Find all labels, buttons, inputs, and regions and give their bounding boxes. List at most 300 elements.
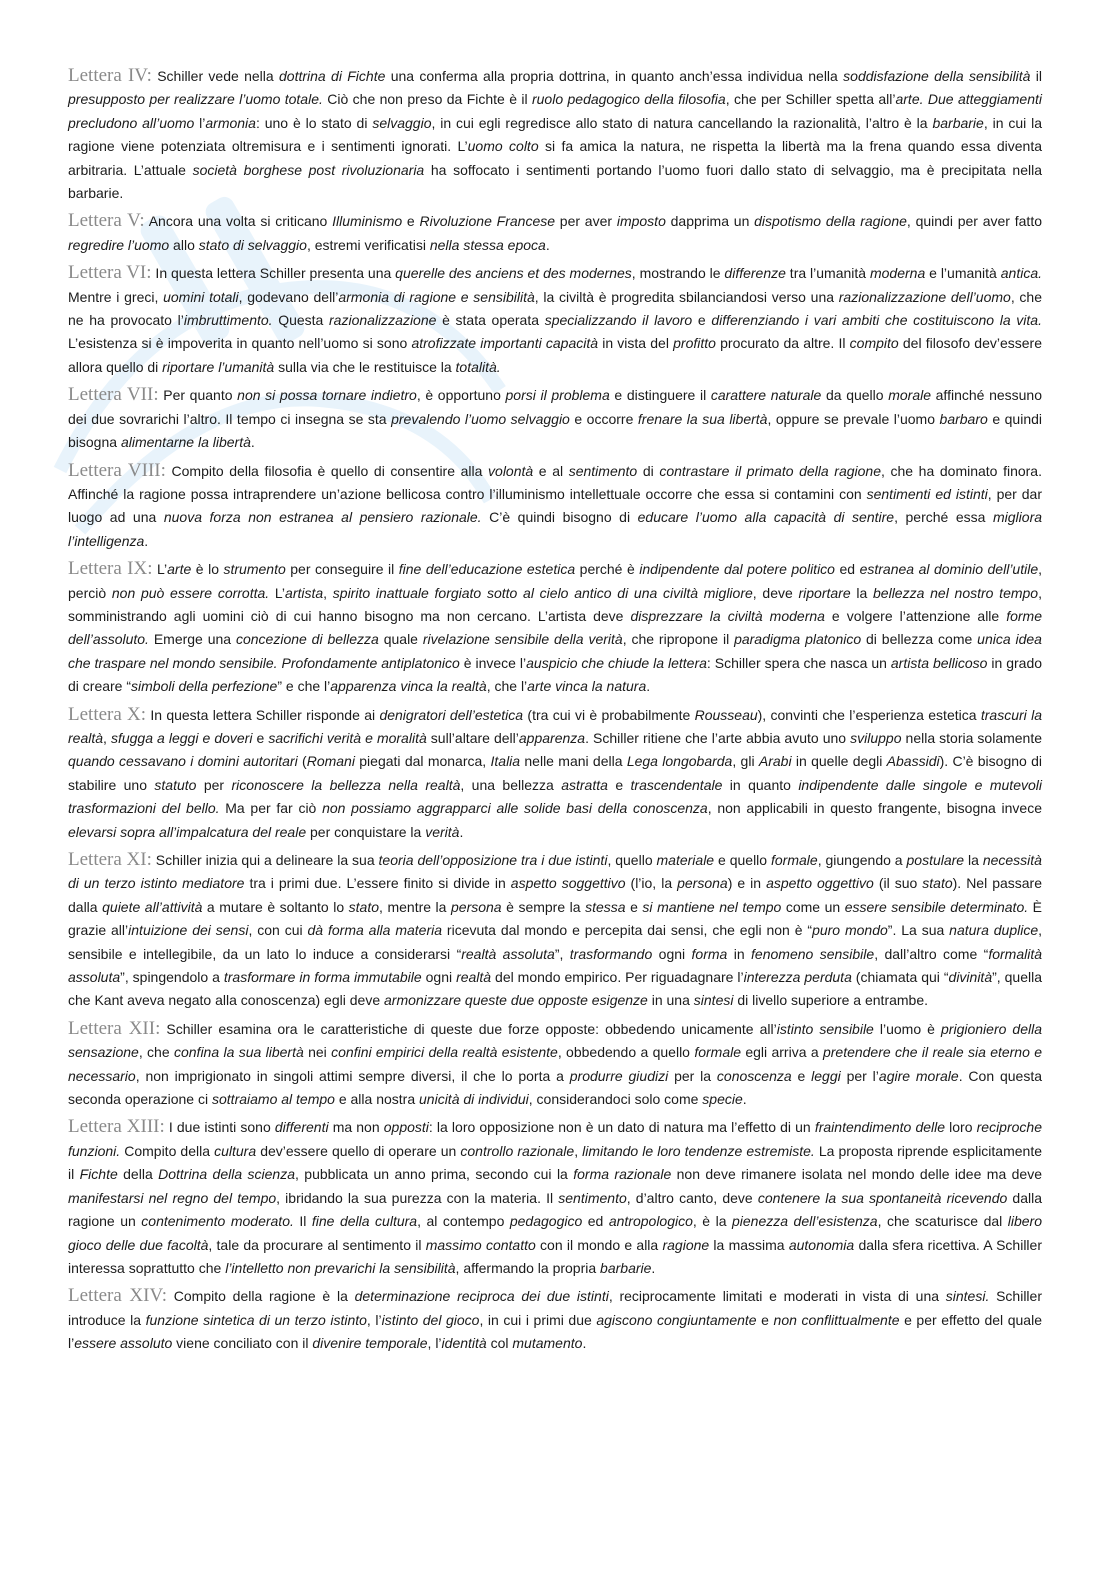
- body-text: ,: [323, 584, 333, 601]
- body-text: a mutare è soltanto lo: [202, 898, 349, 915]
- body-text: in vista del: [598, 335, 674, 352]
- emphasis-text: essere sensibile determinato.: [844, 898, 1029, 915]
- emphasis-text: puro mondo: [812, 922, 888, 939]
- body-text: quale: [378, 631, 423, 648]
- body-text: . Con questa seconda operazione ci: [68, 1067, 1042, 1108]
- emphasis-text: elevarsi sopra all’impalcatura del reale: [68, 823, 307, 840]
- body-text: si fa amica la natura, ne rispetta la libertà ma la frena quando essa diventa arbitraria. L’attuale: [68, 138, 1043, 178]
- letter-heading: Lettera XII:: [68, 1017, 161, 1039]
- body-text: ,: [103, 729, 111, 746]
- body-text: per conseguire il: [285, 561, 399, 578]
- emphasis-text: contrastare il primato della ragione: [659, 462, 881, 479]
- body-text: , in cui egli regredisce allo stato di natura cancellando la razionalità, l’altro è la: [431, 114, 933, 131]
- emphasis-text: rivelazione sensibile della verità: [422, 631, 623, 648]
- emphasis-text: quando cessavano i domini autoritari: [68, 753, 298, 770]
- body-text: l’uomo è: [873, 1020, 942, 1037]
- emphasis-text: realtà: [456, 969, 492, 986]
- emphasis-text: unicità di individui: [419, 1091, 529, 1108]
- body-text: Questa: [272, 312, 330, 329]
- emphasis-text: postulare: [906, 852, 965, 868]
- body-text: (: [297, 753, 307, 770]
- emphasis-text: strumento: [223, 561, 286, 578]
- body-text: egli arriva a: [741, 1044, 823, 1061]
- body-text: L’esistenza si è impoverita in quanto nell’uomo si sono: [68, 335, 412, 352]
- emphasis-text: apparenza vinca la realtà: [330, 678, 487, 695]
- emphasis-text: non si possa tornare indietro: [237, 387, 417, 404]
- emphasis-text: Abassidi: [886, 753, 940, 770]
- emphasis-text: regredire l’uomo: [68, 236, 170, 253]
- emphasis-text: riconoscere la bellezza nella realtà: [231, 776, 461, 793]
- body-text: .: [651, 1259, 656, 1276]
- emphasis-text: spirito inattuale forgiato sotto al cielo antico di una civiltà migliore: [332, 584, 753, 601]
- emphasis-text: sottraiamo al tempo: [212, 1091, 335, 1108]
- body-text: per la: [668, 1067, 717, 1084]
- body-text: ”, spingendolo a: [120, 969, 224, 986]
- emphasis-text: porsi il problema: [505, 387, 610, 404]
- emphasis-text: totalità.: [455, 358, 501, 375]
- emphasis-text: specie: [702, 1091, 743, 1108]
- body-text: , in cui la ragione viene potenziata oltremisura e i sentimenti ignorati. L’: [68, 114, 1042, 155]
- emphasis-text: fine della cultura: [311, 1213, 418, 1230]
- body-text: in: [727, 945, 752, 962]
- body-text: nella storia solamente: [901, 729, 1043, 746]
- letter-heading: Lettera XIV:: [68, 1285, 168, 1307]
- body-text: del filosofo dev’essere allora quello di: [68, 335, 1042, 375]
- emphasis-text: realtà assoluta: [461, 945, 555, 962]
- letter-paragraph: [68, 64, 1042, 205]
- emphasis-text: istinto del gioco: [381, 1311, 480, 1328]
- emphasis-text: Dottrina della scienza: [158, 1166, 295, 1183]
- letter-heading: Lettera V:: [68, 210, 145, 232]
- body-text: Schiller esamina ora le caratteristiche di queste due forze opposte: obbedendo unicamente all’: [160, 1020, 777, 1037]
- emphasis-text: persona: [677, 875, 728, 892]
- body-text: Mentre i greci,: [68, 288, 164, 305]
- emphasis-text: Rousseau: [694, 706, 758, 723]
- body-text: , d’altro canto, deve: [626, 1189, 758, 1206]
- emphasis-text: divenire temporale: [312, 1335, 428, 1352]
- emphasis-text: differenti: [274, 1119, 329, 1136]
- letter-heading: Lettera XIII:: [68, 1116, 165, 1138]
- body-text: , mostrando le: [631, 265, 725, 282]
- body-text: come un: [781, 898, 845, 915]
- body-text: : la loro opposizione non è un dato di natura ma l’effetto di un: [428, 1119, 815, 1136]
- emphasis-text: si mantiene nel tempo: [642, 898, 782, 915]
- body-text: ). Nel passare dalla: [68, 875, 1043, 915]
- body-text: In questa lettera Schiller presenta una: [151, 265, 396, 282]
- body-text: , reciprocamente limitati e moderati in vista di una: [608, 1288, 946, 1305]
- body-text: tra l’umanità: [785, 265, 870, 282]
- body-text: , al contempo: [417, 1213, 510, 1230]
- emphasis-text: trascuri la realtà: [68, 706, 1042, 746]
- body-text: , considerandoci solo come: [528, 1091, 703, 1108]
- emphasis-text: stato: [348, 898, 380, 915]
- body-text: è lo: [191, 561, 224, 578]
- emphasis-text: arte: [167, 561, 192, 578]
- emphasis-text: istinto sensibile: [776, 1020, 874, 1037]
- emphasis-text: profitto: [673, 335, 716, 352]
- emphasis-text: pedagogico: [509, 1213, 583, 1230]
- emphasis-text: nuova forza non estranea al pensiero razionale.: [163, 509, 482, 526]
- emphasis-text: nella stessa epoca: [429, 236, 546, 253]
- body-text: , che ne ha provocato l’: [68, 288, 1043, 329]
- emphasis-text: cultura: [214, 1142, 257, 1159]
- body-text: in quanto: [722, 776, 799, 793]
- emphasis-text: artista: [285, 584, 324, 601]
- emphasis-text: presupposto per realizzare l’uomo totale.: [68, 91, 323, 108]
- body-text: nei: [303, 1044, 332, 1061]
- letter-paragraph: [68, 557, 1042, 698]
- body-text: nelle mani della: [520, 753, 627, 770]
- body-text: e: [692, 312, 712, 329]
- emphasis-text: Arabi: [758, 753, 792, 770]
- emphasis-text: ruolo pedagogico della filosofia: [531, 91, 726, 108]
- emphasis-text: Lega longobarda: [626, 753, 733, 770]
- body-text: per aver: [555, 213, 617, 230]
- body-text: e quindi bisogna: [68, 410, 1043, 451]
- body-text: ), convinti che l’esperienza estetica: [757, 706, 981, 723]
- body-text: , l’: [427, 1335, 442, 1352]
- emphasis-text: apparenza: [518, 729, 586, 746]
- body-text: , con cui: [248, 922, 308, 939]
- emphasis-text: unica idea che traspare nel mondo sensibile.: [68, 631, 1042, 671]
- body-text: (il suo: [873, 875, 923, 892]
- letter-paragraph: [68, 848, 1042, 1013]
- body-text: ). C’è bisogno di stabilire uno: [68, 753, 1043, 793]
- body-text: Schiller vede nella: [151, 68, 280, 84]
- emphasis-text: Due atteggiamenti precludono all’uomo: [68, 91, 1043, 131]
- body-text: , tale da procurare al sentimento il: [208, 1236, 426, 1253]
- emphasis-text: stessa: [585, 898, 626, 915]
- body-text: Per quanto: [158, 387, 238, 404]
- emphasis-text: barbarie: [932, 114, 984, 131]
- letter-paragraph: [68, 261, 1042, 379]
- emphasis-text: pretendere che il reale sia eterno e necessario: [68, 1044, 1043, 1084]
- emphasis-text: educare l’uomo alla capacità di sentire: [637, 509, 895, 526]
- body-text: , in cui i primi due: [479, 1311, 597, 1328]
- body-text: (tra cui vi è probabilmente: [523, 706, 695, 723]
- body-text: dalla ragione un: [68, 1189, 1043, 1230]
- body-text: : Schiller spera che nasca un: [706, 654, 891, 671]
- emphasis-text: atrofizzate importanti capacità: [411, 335, 599, 352]
- emphasis-text: sintesi: [693, 992, 734, 1009]
- body-text: La proposta riprende esplicitamente il: [68, 1142, 1043, 1183]
- body-text: ha soffocato i sentimenti portando l’uomo fuori dallo stato di selvaggio, ma è precipitata nella barbarie.: [68, 161, 1042, 202]
- body-text: .: [459, 823, 464, 840]
- emphasis-text: indipendente dalle singole e mutevoli trasformazioni del bello.: [68, 776, 1042, 817]
- emphasis-text: riportare l’umanità: [162, 358, 275, 375]
- emphasis-text: auspicio che chiude la lettera: [526, 654, 707, 671]
- emphasis-text: verità: [425, 823, 460, 840]
- body-text: L’: [269, 584, 286, 601]
- emphasis-text: antropologico: [608, 1213, 693, 1230]
- body-text: ed: [834, 561, 860, 578]
- body-text: (chiamata qui “: [851, 969, 949, 986]
- letter-heading: Lettera IX:: [68, 558, 153, 580]
- emphasis-text: quiete all’attività: [102, 898, 203, 915]
- body-text: ) e in: [727, 875, 767, 892]
- emphasis-text: contenere la sua spontaneità ricevendo: [757, 1189, 1008, 1206]
- emphasis-text: aspetto oggettivo: [766, 875, 874, 892]
- emphasis-text: estranea al dominio dell’utile: [859, 561, 1039, 578]
- body-text: , che: [138, 1044, 174, 1061]
- emphasis-text: natura duplice: [949, 922, 1039, 939]
- body-text: , non applicabili in questo frangente, bisogna invece: [707, 800, 1043, 817]
- body-text: ogni: [421, 969, 457, 986]
- emphasis-text: divinità: [948, 969, 993, 986]
- emphasis-text: specializzando il lavoro: [544, 312, 693, 329]
- emphasis-text: formale: [771, 852, 818, 868]
- body-text: e: [252, 729, 269, 746]
- emphasis-text: trascendentale: [630, 776, 723, 793]
- emphasis-text: produrre giudizi: [569, 1067, 669, 1084]
- body-text: Schiller introduce la: [68, 1288, 1042, 1328]
- emphasis-text: differenziando i vari ambiti che costituiscono la vita.: [711, 312, 1042, 329]
- body-text: da quello: [821, 387, 889, 404]
- body-text: , dall’altro come “: [874, 945, 989, 962]
- body-text: e: [607, 776, 631, 793]
- emphasis-text: forma: [691, 945, 728, 962]
- body-text: in una: [647, 992, 694, 1009]
- emphasis-text: l’intelletto non prevarichi la sensibilità: [225, 1259, 456, 1276]
- body-text: è stata operata: [436, 312, 545, 329]
- body-text: , perciò: [68, 561, 1043, 601]
- body-text: di: [637, 462, 660, 479]
- emphasis-text: determinazione reciproca dei due istinti: [354, 1288, 609, 1305]
- body-text: col: [486, 1335, 513, 1352]
- emphasis-text: querelle des anciens et des modernes: [395, 265, 632, 282]
- emphasis-text: materiale: [656, 852, 715, 868]
- body-text: e per effetto del quale l’: [68, 1311, 1042, 1352]
- emphasis-text: forma razionale: [573, 1166, 672, 1183]
- body-text: il: [1030, 68, 1043, 84]
- emphasis-text: libero gioco delle due facoltà: [68, 1213, 1042, 1253]
- emphasis-text: dottrina di Fichte: [279, 68, 386, 84]
- emphasis-text: ragione: [662, 1236, 710, 1253]
- body-text: Emerge una: [148, 631, 236, 648]
- emphasis-text: non conflittualmente: [773, 1311, 900, 1328]
- body-text: per: [196, 776, 232, 793]
- emphasis-text: Italia: [490, 753, 521, 770]
- emphasis-text: fenomeno sensibile: [751, 945, 875, 962]
- emphasis-text: non può essere corrotta.: [111, 584, 270, 601]
- emphasis-text: controllo razionale: [460, 1142, 575, 1159]
- body-text: viene conciliato con il: [172, 1335, 313, 1352]
- body-text: Schiller inizia qui a delineare la sua: [151, 852, 379, 868]
- emphasis-text: razionalizzazione: [329, 312, 437, 329]
- emphasis-text: arte vinca la natura: [527, 678, 647, 695]
- body-text: la: [964, 852, 983, 868]
- body-text: perché è: [575, 561, 640, 578]
- emphasis-text: opposti: [383, 1119, 429, 1136]
- body-text: Ma per far ciò: [219, 800, 323, 817]
- emphasis-text: armonia: [205, 114, 256, 131]
- emphasis-text: intuizione dei sensi: [128, 922, 249, 939]
- body-text: , una bellezza: [460, 776, 562, 793]
- emphasis-text: prevalendo l’uomo selvaggio: [391, 410, 570, 427]
- body-text: piegati dal monarca,: [354, 753, 491, 770]
- body-text: , quindi per aver fatto: [906, 213, 1042, 230]
- body-text: , mentre la: [379, 898, 451, 915]
- emphasis-text: leggi: [811, 1067, 841, 1084]
- emphasis-text: paradigma platonico: [734, 631, 862, 648]
- body-text: , che ha dominato finora. Affinché la ragione possa intraprendere un’azione bellicosa contro l’illuminismo intellettuale occorre che essa si contamini con: [68, 462, 1042, 502]
- body-text: del mondo empirico. Per riguadagnare l’: [491, 969, 744, 986]
- emphasis-text: alimentarne la libertà: [120, 434, 251, 451]
- body-text: , che scaturisce dal: [877, 1213, 1008, 1230]
- emphasis-text: mutamento: [512, 1335, 583, 1352]
- emphasis-text: dà forma alla materia: [307, 922, 443, 939]
- body-text: e volgere l’attenzione alle: [824, 607, 1007, 624]
- emphasis-text: denigratori dell’estetica: [379, 706, 524, 723]
- letter-paragraph: [68, 209, 1042, 257]
- emphasis-text: compito: [849, 335, 899, 352]
- emphasis-text: formalità assoluta: [68, 945, 1043, 986]
- emphasis-text: selvaggio: [372, 114, 432, 131]
- body-text: ” e che l’: [277, 678, 331, 695]
- letter-heading: Lettera XI:: [68, 849, 152, 870]
- body-text: di bellezza come: [861, 631, 978, 648]
- body-text: , sensibile e intellegibile, da un lato lo induce a considerarsi “: [68, 922, 1043, 962]
- emphasis-text: artista bellicoso: [890, 654, 988, 671]
- emphasis-text: astratta: [561, 776, 608, 793]
- emphasis-text: concezione di bellezza: [235, 631, 379, 648]
- body-text: e: [625, 898, 643, 915]
- letter-paragraph: [68, 1115, 1042, 1280]
- body-text: procurato da altre. Il: [715, 335, 850, 352]
- emphasis-text: trasformare in forma immutabile: [223, 969, 422, 986]
- body-text: in grado di creare “: [68, 654, 1043, 695]
- emphasis-text: Illuminismo: [332, 213, 403, 230]
- body-text: È grazie all’: [68, 898, 1042, 939]
- body-text: e alla nostra: [334, 1091, 420, 1108]
- body-text: per l’: [840, 1067, 879, 1084]
- body-text: e: [791, 1067, 812, 1084]
- emphasis-text: Fichte: [79, 1166, 118, 1183]
- body-text: e: [402, 213, 420, 230]
- body-text: L’: [152, 561, 168, 578]
- body-text: . Schiller ritiene che l’arte abbia avuto uno: [585, 729, 851, 746]
- letter-paragraph: [68, 383, 1042, 454]
- emphasis-text: barbaro: [939, 410, 988, 427]
- body-text: e distinguere il: [609, 387, 711, 404]
- emphasis-text: persona: [451, 898, 502, 915]
- body-text: In questa lettera Schiller risponde ai: [145, 706, 380, 723]
- emphasis-text: pienezza dell’esistenza: [731, 1213, 878, 1230]
- emphasis-text: massimo contatto: [425, 1236, 536, 1253]
- emphasis-text: forme dell’assoluto.: [68, 607, 1042, 648]
- body-text: una conferma alla propria dottrina, in quanto anch’essa individua nella: [385, 68, 844, 84]
- body-text: .: [582, 1335, 587, 1352]
- body-text: : uno è lo stato di: [255, 114, 373, 131]
- body-text: e al: [533, 462, 569, 479]
- emphasis-text: contenimento moderato.: [141, 1213, 294, 1230]
- emphasis-text: soddisfazione della sensibilità: [843, 68, 1031, 84]
- body-text: , estremi verificatisi: [306, 236, 430, 253]
- emphasis-text: identità: [441, 1335, 487, 1352]
- body-text: sulla via che le restituisce la: [274, 358, 456, 375]
- document-body: [68, 64, 1042, 1360]
- emphasis-text: morale: [888, 387, 931, 404]
- body-text: ,: [574, 1142, 583, 1159]
- emphasis-text: conoscenza: [716, 1067, 792, 1084]
- body-text: .: [646, 678, 651, 695]
- emphasis-text: armonia di ragione e sensibilità: [338, 288, 535, 305]
- body-text: , giungendo a: [817, 852, 907, 868]
- body-text: dev’essere quello di operare un: [256, 1142, 461, 1159]
- body-text: .: [545, 236, 550, 253]
- emphasis-text: Romani: [306, 753, 355, 770]
- emphasis-text: necessità di un terzo istinto mediatore: [68, 852, 1042, 892]
- body-text: e: [756, 1311, 774, 1328]
- body-text: sull’altare dell’: [426, 729, 519, 746]
- body-text: per conquistare la: [306, 823, 426, 840]
- emphasis-text: agire morale: [878, 1067, 959, 1084]
- body-text: , non imprigionato in singoli attimi sempre diversi, il che lo porta a: [135, 1067, 570, 1084]
- emphasis-text: frenare la sua libertà: [637, 410, 768, 427]
- body-text: l’: [194, 114, 206, 131]
- body-text: , deve: [752, 584, 799, 601]
- emphasis-text: limitando le loro tendenze estremiste.: [582, 1142, 815, 1159]
- body-text: la: [850, 584, 874, 601]
- body-text: ”. La sua: [887, 922, 950, 939]
- body-text: Ciò che non preso da Fichte è il: [322, 91, 532, 108]
- body-text: , la civiltà è progredita sbilanciandosi verso una: [534, 288, 839, 305]
- emphasis-text: razionalizzazione dell’uomo: [838, 288, 1011, 305]
- emphasis-text: riportare: [798, 584, 851, 601]
- emphasis-text: sentimento: [558, 1189, 627, 1206]
- emphasis-text: antica.: [1000, 265, 1042, 282]
- emphasis-text: non possiamo aggrapparci alle solide basi della conoscenza: [322, 800, 708, 817]
- emphasis-text: migliora l’intelligenza: [68, 509, 1043, 549]
- body-text: , pubblicata un anno prima, secondo cui la: [295, 1166, 574, 1183]
- emphasis-text: Profondamente antiplatonico: [281, 654, 460, 671]
- emphasis-text: differenze: [724, 265, 786, 282]
- emphasis-text: aspetto soggettivo: [510, 875, 626, 892]
- body-text: e occorre: [569, 410, 638, 427]
- body-text: , oppure se prevale l’uomo: [767, 410, 940, 427]
- body-text: loro: [945, 1119, 977, 1136]
- body-text: con il mondo e alla: [535, 1236, 663, 1253]
- body-text: ”,: [554, 945, 570, 962]
- emphasis-text: simboli della perfezione: [131, 678, 278, 695]
- emphasis-text: prigioniero della sensazione: [68, 1020, 1043, 1061]
- emphasis-text: sentimenti ed istinti: [866, 485, 988, 502]
- emphasis-text: manifestarsi nel regno del tempo: [68, 1189, 277, 1206]
- body-text: .: [742, 1091, 747, 1108]
- body-text: Il: [293, 1213, 312, 1230]
- emphasis-text: bellezza nel nostro tempo: [873, 584, 1039, 601]
- emphasis-text: carattere naturale: [710, 387, 822, 404]
- emphasis-text: confini empirici della realtà esistente: [331, 1044, 558, 1061]
- letter-heading: Lettera VI:: [68, 262, 152, 284]
- letter-heading: Lettera VIII:: [68, 459, 166, 481]
- body-text: , gli: [732, 753, 759, 770]
- body-text: Compito della ragione è la: [167, 1288, 355, 1305]
- emphasis-text: armonizzare queste due opposte esigenze: [384, 992, 648, 1009]
- emphasis-text: sintesi.: [945, 1288, 990, 1305]
- emphasis-text: uomini totali: [163, 288, 239, 305]
- body-text: e l’umanità: [925, 265, 1001, 282]
- body-text: , obbedendo a quello: [557, 1044, 695, 1061]
- letter-paragraph: [68, 1017, 1042, 1112]
- emphasis-text: statuto: [154, 776, 197, 793]
- emphasis-text: agiscono congiuntamente: [596, 1311, 757, 1328]
- body-text: in quelle degli: [791, 753, 887, 770]
- emphasis-text: sentimento: [568, 462, 638, 479]
- emphasis-text: fine dell’educazione estetica: [398, 561, 576, 578]
- emphasis-text: confina la sua libertà: [173, 1044, 304, 1061]
- body-text: , affermando la propria: [455, 1259, 601, 1276]
